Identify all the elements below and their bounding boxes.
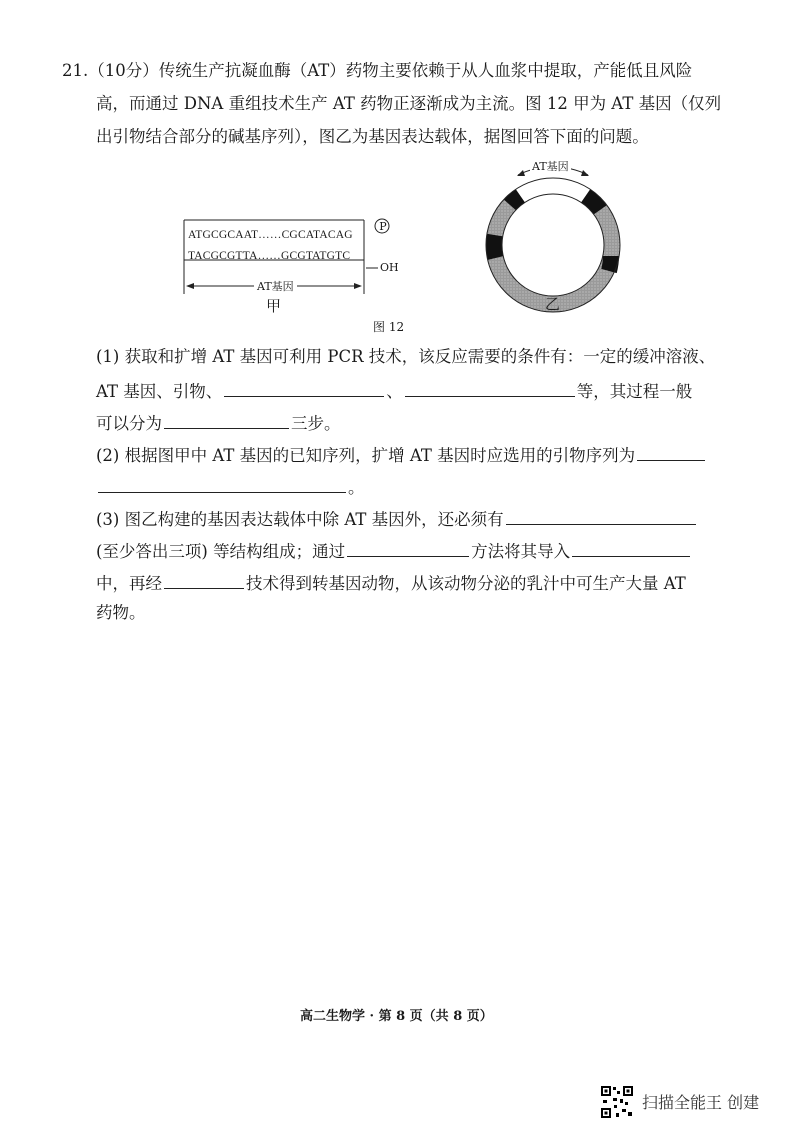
label-yi: 乙	[545, 295, 561, 313]
part3-line-1	[96, 506, 698, 531]
part1-line-2-end: 等，其过程一般	[576, 382, 693, 401]
part3-line-2-text: (至少答出三项) 等结构组成；通过	[96, 542, 346, 561]
answer-blank-8[interactable]	[572, 538, 690, 557]
plasmid-diagram	[480, 150, 630, 315]
answer-blank-6[interactable]	[506, 506, 696, 525]
answer-blank-2[interactable]	[405, 378, 575, 397]
part2-line-2-end: 。	[348, 478, 365, 497]
page-footer: 高二生物学 · 第 8 页（共 8 页）	[300, 1009, 493, 1024]
part3-line-3-end: 技术得到转基因动物，从该动物分泌的乳汁中可生产大量 AT	[246, 574, 686, 593]
strand-top-sequence: ATGCGCAAT……CGCATACAG	[188, 229, 353, 241]
part2-line-1	[96, 442, 707, 467]
part2-line-1-text: (2) 根据图甲中 AT 基因的已知序列，扩增 AT 基因时应选用的引物序列为	[96, 446, 636, 465]
phosphate-label: P	[379, 220, 387, 233]
part1-line-1: (1) 获取和扩增 AT 基因可利用 PCR 技术，该反应需要的条件有：一定的缓冲溶液、	[96, 347, 716, 366]
answer-blank-1[interactable]	[224, 378, 384, 397]
part3-line-1-text: (3) 图乙构建的基因表达载体中除 AT 基因外，还必须有	[96, 510, 504, 529]
at-gene-label: AT基因	[254, 278, 297, 294]
part2-line-2	[96, 474, 365, 499]
qr-code-icon	[600, 1085, 634, 1119]
part3-line-2	[96, 538, 692, 563]
answer-blank-9[interactable]	[164, 570, 244, 589]
question-intro-line-3: 出引物结合部分的碱基序列），图乙为基因表达载体，据图回答下面的问题。	[96, 127, 649, 146]
label-jia: 甲	[266, 297, 282, 315]
part1-line-3-text: 可以分为	[96, 414, 162, 433]
oh-label: OH	[380, 261, 399, 274]
part1-line-3	[96, 410, 341, 435]
part3-line-3-text: 中，再经	[96, 574, 162, 593]
part1-line-2-text: AT 基因、引物、	[96, 382, 223, 401]
answer-blank-5[interactable]	[98, 474, 346, 493]
answer-blank-4[interactable]	[637, 442, 705, 461]
part3-line-4: 药物。	[96, 603, 146, 622]
answer-blank-7[interactable]	[347, 538, 469, 557]
question-intro-line-1: 21.（10分）传统生产抗凝血酶（AT）药物主要依赖于从人血浆中提取，产能低且风险	[62, 61, 693, 80]
part1-line-2	[96, 378, 692, 403]
part1-line-3-end: 三步。	[291, 414, 341, 433]
part3-line-2-mid: 方法将其导入	[471, 542, 571, 561]
scanner-watermark: 扫描全能王 创建	[642, 1093, 760, 1112]
strand-bottom-sequence: TACGCGTTA……GCGTATGTC	[188, 250, 351, 262]
plasmid-at-gene-label: AT基因	[532, 160, 569, 173]
figure-caption: 图 12	[373, 320, 405, 334]
answer-blank-3[interactable]	[164, 410, 289, 429]
part1-separator: 、	[386, 382, 403, 401]
part3-line-3	[96, 570, 686, 595]
question-intro-line-2: 高，而通过 DNA 重组技术生产 AT 药物正逐渐成为主流。图 12 甲为 AT 基因（仅列	[96, 94, 722, 113]
